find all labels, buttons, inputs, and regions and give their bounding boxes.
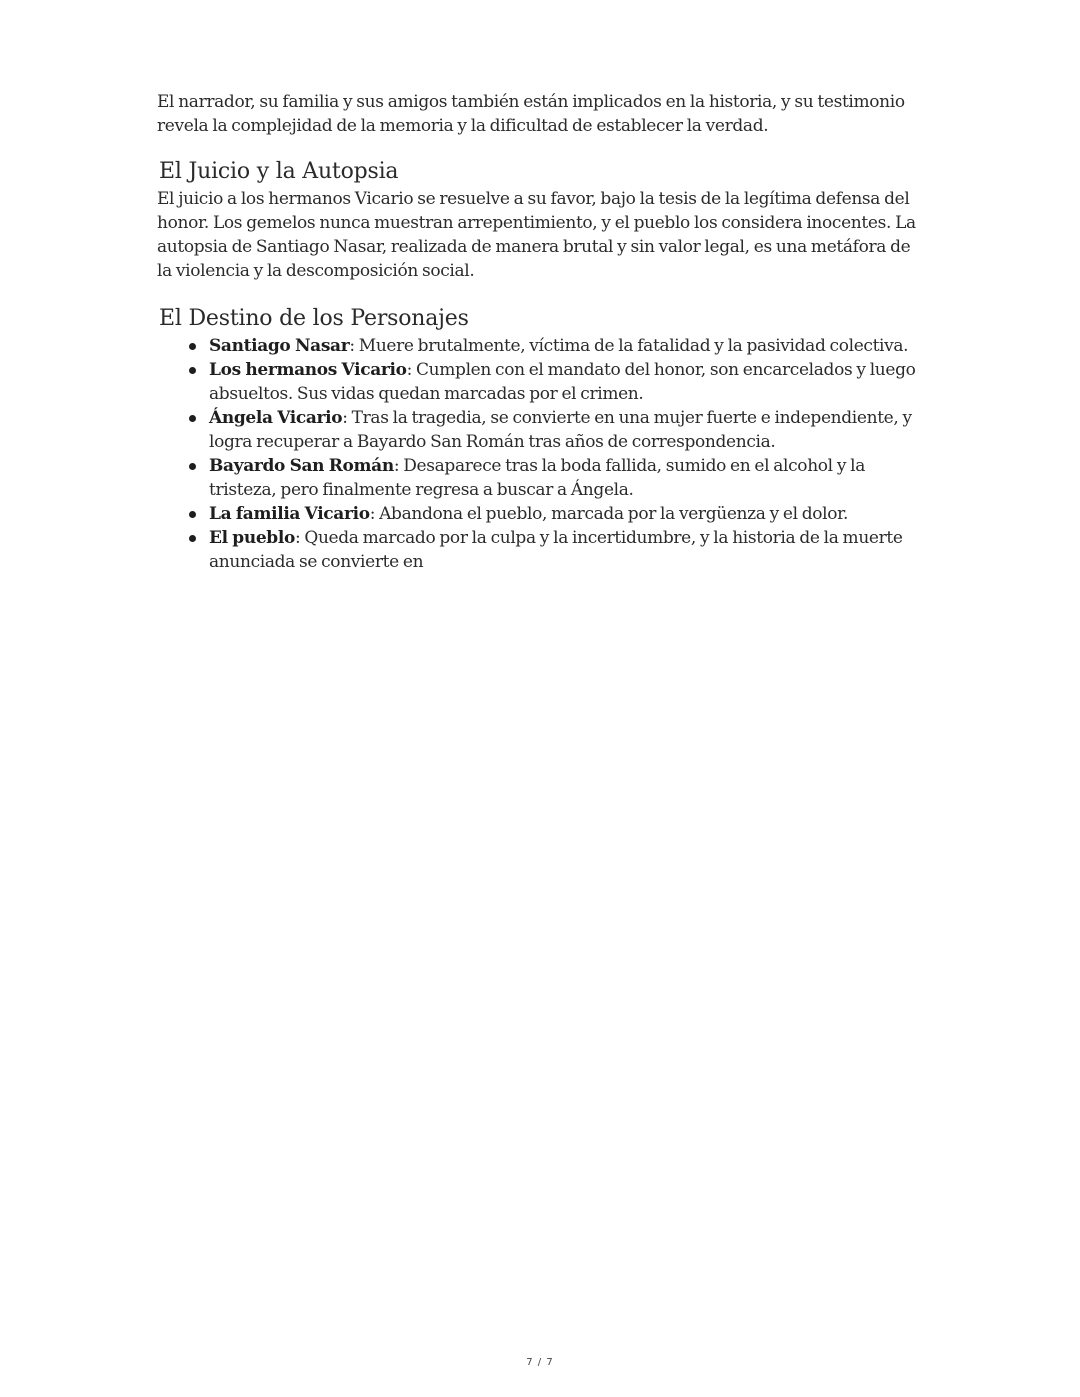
list-item-term: Santiago Nasar: [209, 336, 350, 356]
bullet-icon: [189, 343, 196, 350]
document-page: [157, 90, 927, 574]
section-heading-destino: El Destino de los Personajes: [159, 306, 469, 331]
list-item: [209, 358, 927, 406]
bullet-icon: [189, 367, 196, 374]
bullet-icon: [189, 535, 196, 542]
list-item-text: : Cumplen con el mandato del honor, son encarcelados y luego absueltos. Sus vidas quedan marcadas por el crimen.: [209, 360, 916, 404]
list-item-text: : Queda marcado por la culpa y la incertidumbre, y la historia de la muerte anunciada se convierte en: [209, 528, 903, 572]
intro-paragraph: El narrador, su familia y sus amigos también están implicados en la historia, y su testimonio revela la complejidad de la memoria y la dificultad de establecer la verdad.: [157, 92, 905, 136]
bullet-icon: [189, 415, 196, 422]
list-item: [209, 334, 927, 358]
list-item-term: Bayardo San Román: [209, 456, 394, 476]
list-item-term: Ángela Vicario: [209, 408, 343, 428]
list-item-term: El pueblo: [209, 528, 295, 548]
page-number: 7 / 7: [526, 1357, 554, 1368]
list-item: [209, 454, 927, 502]
list-item-text: : Desaparece tras la boda fallida, sumido en el alcohol y la tristeza, pero finalmente regresa a buscar a Ángela.: [209, 456, 865, 500]
bullet-icon: [189, 463, 196, 470]
character-list: [157, 334, 927, 574]
list-item-text: : Tras la tragedia, se convierte en una mujer fuerte e independiente, y logra recuperar a Bayardo San Román tras años de correspondencia.: [209, 408, 912, 452]
list-item: [209, 406, 927, 454]
section-heading-juicio: El Juicio y la Autopsia: [159, 159, 399, 184]
list-item-text: : Abandona el pueblo, marcada por la vergüenza y el dolor.: [369, 504, 849, 524]
list-item-term: La familia Vicario: [209, 504, 370, 524]
list-item: [209, 526, 927, 574]
bullet-icon: [189, 511, 196, 518]
list-item-text: : Muere brutalmente, víctima de la fatalidad y la pasividad colectiva.: [349, 336, 909, 356]
list-item: [209, 502, 927, 526]
list-item-term: Los hermanos Vicario: [209, 360, 407, 380]
juicio-paragraph: El juicio a los hermanos Vicario se resuelve a su favor, bajo la tesis de la legítima defensa del honor. Los gemelos nunca muestran arrepentimiento, y el pueblo los considera inocentes. La autopsia de Santiago Nasar, realizada de manera brutal y sin valor legal, es una metáfora de la violencia y la descomposición social.: [157, 189, 916, 281]
